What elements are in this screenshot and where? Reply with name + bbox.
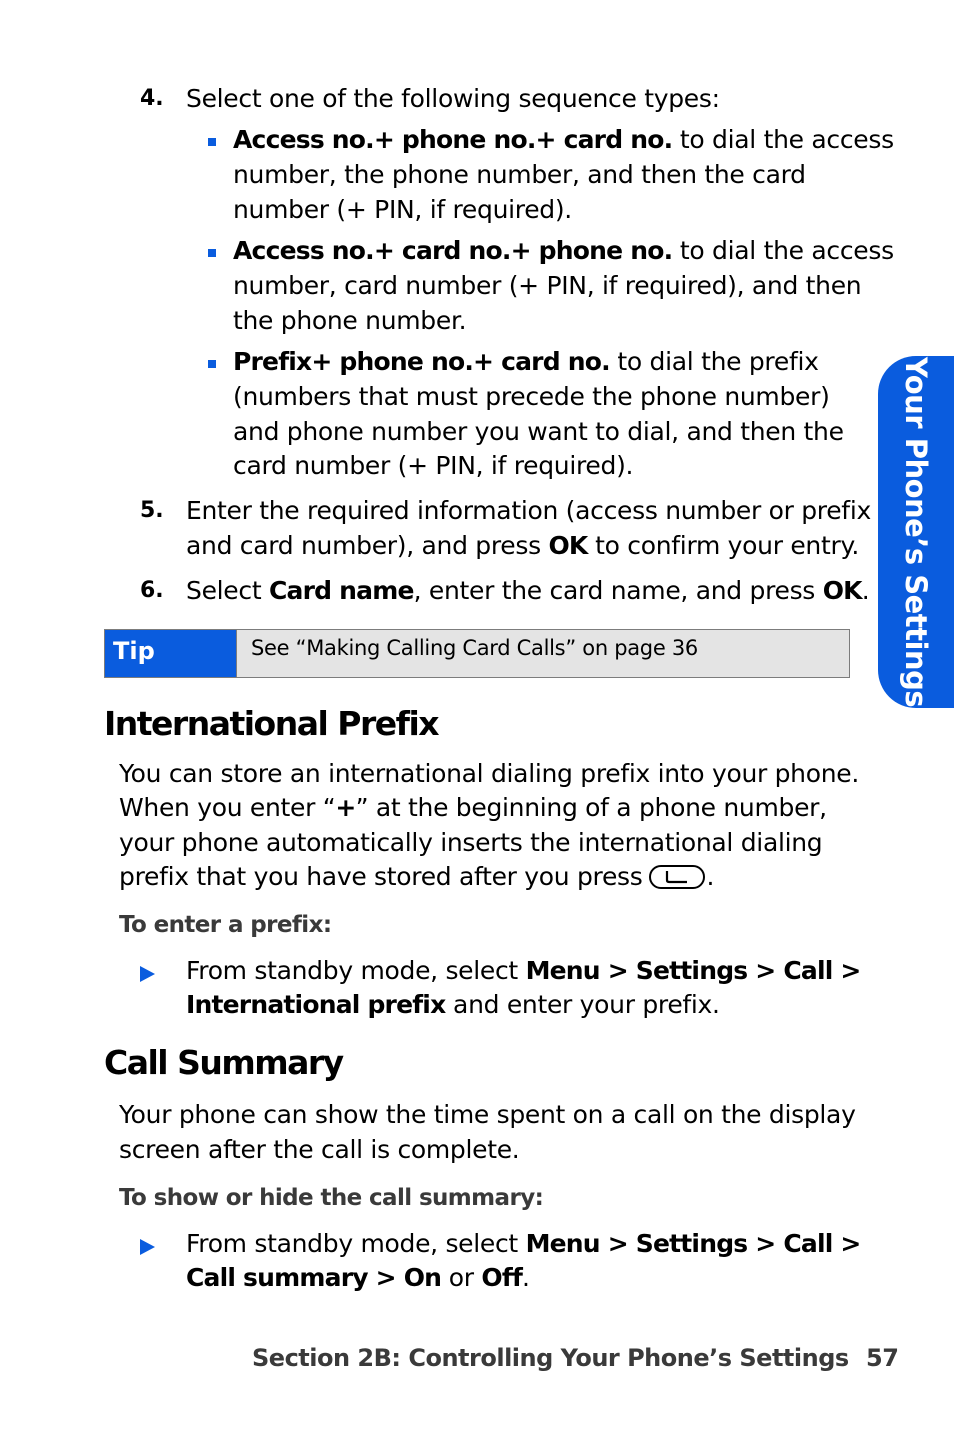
section-heading: Call Summary bbox=[104, 1043, 343, 1082]
bullet-icon bbox=[208, 249, 216, 257]
option-name: Prefix+ phone no.+ card no. bbox=[233, 347, 610, 376]
paragraph-line: screen after the call is complete. bbox=[119, 1135, 520, 1164]
option-name: Access no.+ phone no.+ card no. bbox=[233, 125, 673, 154]
bullet-icon bbox=[208, 138, 216, 146]
play-arrow-icon bbox=[140, 1239, 155, 1255]
step-text bbox=[186, 528, 859, 563]
paragraph-line: Your phone can show the time spent on a call on the display bbox=[119, 1100, 856, 1129]
step-text: Enter the required information (access number or prefix bbox=[186, 496, 871, 525]
instruction-line bbox=[186, 1226, 861, 1261]
option-line bbox=[233, 233, 894, 268]
step-text: Select one of the following sequence types: bbox=[186, 84, 720, 113]
option-line: (numbers that must precede the phone number) bbox=[233, 382, 830, 411]
plus-symbol: + bbox=[335, 793, 356, 822]
text-run: ” at the beginning of a phone number, bbox=[355, 793, 827, 822]
menu-path: Menu > Settings > Call > bbox=[525, 1229, 861, 1258]
step-number: 4. bbox=[140, 86, 164, 111]
tip-box bbox=[104, 629, 850, 678]
bullet-icon bbox=[208, 360, 216, 368]
side-tab-label: Your Phone’s Settings bbox=[899, 356, 933, 708]
option-line: the phone number. bbox=[233, 306, 467, 335]
page-number: 57 bbox=[866, 1344, 899, 1372]
option-line: card number (+ PIN, if required). bbox=[233, 451, 634, 480]
text-run: prefix that you have stored after you press bbox=[119, 862, 643, 891]
text-run: to confirm your entry. bbox=[587, 531, 860, 560]
menu-path: Menu > Settings > Call > bbox=[525, 956, 861, 985]
ok-key-label: OK bbox=[548, 531, 588, 560]
text-run: . bbox=[522, 1263, 530, 1292]
instruction-line bbox=[186, 953, 861, 988]
step-text bbox=[186, 573, 869, 608]
option-desc: to dial the prefix bbox=[609, 347, 819, 376]
text-run: and card number), and press bbox=[186, 531, 549, 560]
menu-path: International prefix bbox=[186, 990, 446, 1019]
talk-key-icon bbox=[649, 865, 705, 889]
option-desc: to dial the access bbox=[672, 236, 894, 265]
text-run: or bbox=[441, 1263, 482, 1292]
text-run: , enter the card name, and press bbox=[413, 576, 823, 605]
footer-section-title: Section 2B: Controlling Your Phone’s Settings bbox=[252, 1344, 849, 1372]
tip-text: See “Making Calling Card Calls” on page 36 bbox=[236, 630, 849, 677]
paragraph-line bbox=[119, 790, 827, 825]
section-heading: International Prefix bbox=[104, 704, 439, 743]
option-line bbox=[233, 122, 894, 157]
tip-label: Tip bbox=[105, 630, 236, 677]
option-line: number, the phone number, and then the card bbox=[233, 160, 806, 189]
text-run: From standby mode, select bbox=[186, 1229, 526, 1258]
text-run: and enter your prefix. bbox=[445, 990, 720, 1019]
paragraph-line: your phone automatically inserts the international dialing bbox=[119, 828, 823, 857]
instruction-line bbox=[186, 987, 720, 1022]
option-line bbox=[233, 344, 819, 379]
option-line: number, card number (+ PIN, if required), and then bbox=[233, 271, 862, 300]
option-desc: to dial the access bbox=[672, 125, 894, 154]
text-run: When you enter “ bbox=[119, 793, 336, 822]
paragraph-line: You can store an international dialing prefix into your phone. bbox=[119, 759, 859, 788]
ok-key-label: OK bbox=[822, 576, 862, 605]
option-name: Access no.+ card no.+ phone no. bbox=[233, 236, 673, 265]
step-number: 6. bbox=[140, 578, 164, 603]
text-run: Select bbox=[186, 576, 269, 605]
instruction-line bbox=[186, 1260, 530, 1295]
menu-path: Off bbox=[481, 1263, 523, 1292]
menu-item-name: Card name bbox=[268, 576, 414, 605]
option-line: and phone number you want to dial, and then the bbox=[233, 417, 844, 446]
option-line: number (+ PIN, if required). bbox=[233, 195, 572, 224]
subheading: To show or hide the call summary: bbox=[119, 1185, 544, 1211]
play-arrow-icon bbox=[140, 966, 155, 982]
subheading: To enter a prefix: bbox=[119, 912, 332, 938]
step-number: 5. bbox=[140, 498, 164, 523]
text-run: . bbox=[861, 576, 870, 605]
text-run: From standby mode, select bbox=[186, 956, 526, 985]
menu-path: Call summary > On bbox=[186, 1263, 442, 1292]
text-run: . bbox=[706, 862, 715, 891]
paragraph-line bbox=[119, 859, 714, 894]
